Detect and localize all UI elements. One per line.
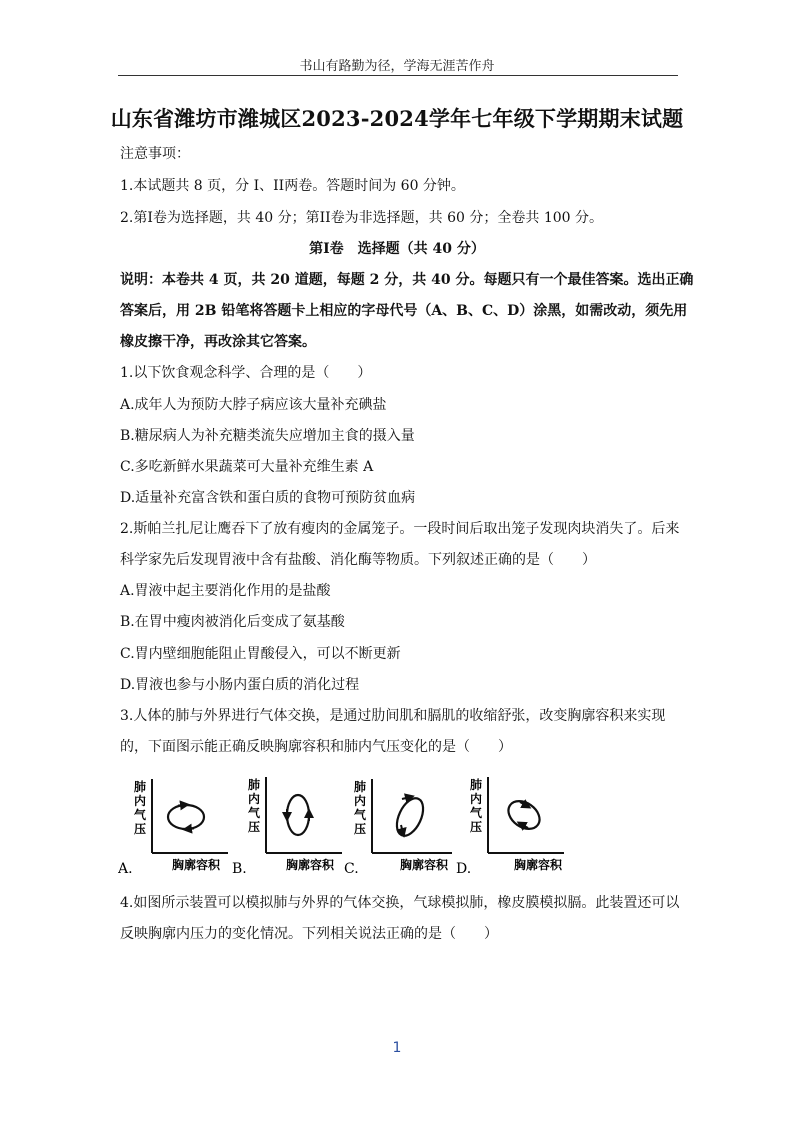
x-axis-label: 胸廓容积: [286, 858, 335, 872]
y-axis-label-char: 肺: [134, 780, 147, 794]
header-divider: [118, 75, 678, 76]
option-b-graph: [232, 777, 342, 877]
notes-heading: 注意事项：: [120, 146, 190, 162]
option-label: D.: [456, 861, 472, 877]
answer-option: B.在胃中瘦肉被消化后变成了氨基酸: [120, 614, 345, 630]
y-axis-label-char: 内: [134, 794, 147, 808]
section-instructions-line: 橡皮擦干净，再改涂其它答案。: [120, 334, 316, 350]
question-stem: 2.斯帕兰扎尼让鹰吞下了放有瘦肉的金属笼子。一段时间后取出笼子发现肉块消失了。后来: [120, 521, 680, 537]
answer-option: A.胃液中起主要消化作用的是盐酸: [120, 583, 331, 599]
question-stem: 反映胸廓内压力的变化情况。下列相关说法正确的是（ ）: [120, 926, 498, 942]
y-axis-label-char: 内: [248, 792, 261, 806]
option-label: A.: [118, 861, 133, 877]
y-axis-label-char: 肺: [248, 778, 261, 792]
section-heading: 第I卷 选择题（共 40 分）: [309, 241, 485, 257]
page-number: 1: [392, 1040, 402, 1056]
exam-title: 山东省潍坊市潍城区2023-2024学年七年级下学期期末试题: [110, 106, 684, 131]
note-item: 2.第I卷为选择题，共 40 分；第II卷为非选择题，共 60 分；全卷共 100 分。: [120, 210, 603, 226]
answer-option: D.适量补充富含铁和蛋白质的食物可预防贫血病: [120, 490, 416, 506]
question-stem: 科学家先后发现胃液中含有盐酸、消化酶等物质。下列叙述正确的是（ ）: [120, 552, 596, 568]
answer-option: A.成年人为预防大脖子病应该大量补充碘盐: [120, 397, 387, 413]
option-c-graph: [344, 779, 452, 877]
section-instructions-line: 答案后，用 2B 铅笔将答题卡上相应的字母代号（A、B、C、D）涂黑，如需改动，须先用: [120, 303, 688, 319]
y-axis-label-char: 肺: [470, 778, 483, 792]
answer-option: B.糖尿病人为补充糖类流失应增加主食的摄入量: [120, 428, 415, 444]
question-stem: 1.以下饮食观念科学、合理的是（ ）: [120, 365, 372, 381]
option-label: C.: [344, 861, 359, 877]
y-axis-label-char: 气: [470, 806, 483, 820]
answer-option: D.胃液也参与小肠内蛋白质的消化过程: [120, 677, 360, 693]
y-axis-label-char: 气: [134, 808, 147, 822]
option-d-graph: [456, 777, 564, 877]
answer-option: C.多吃新鲜水果蔬菜可大量补充维生素 A: [120, 459, 374, 475]
question-stem: 4.如图所示装置可以模拟肺与外界的气体交换，气球模拟肺，橡皮膜模拟膈。此装置还可以: [120, 895, 680, 911]
y-axis-label-char: 肺: [354, 780, 367, 794]
section-instructions-line: 说明：本卷共 4 页，共 20 道题，每题 2 分，共 40 分。每题只有一个最佳答案。选出正确: [120, 272, 694, 288]
pressure-volume-figure: [118, 773, 678, 883]
option-a-graph: [118, 779, 228, 877]
x-axis-label: 胸廓容积: [400, 858, 449, 872]
note-item: 1.本试题共 8 页，分 I、II两卷。答题时间为 60 分钟。: [120, 178, 465, 194]
question-stem: 的，下面图示能正确反映胸廓容积和肺内气压变化的是（ ）: [120, 739, 512, 755]
y-axis-label-char: 内: [470, 792, 483, 806]
option-label: B.: [232, 861, 247, 877]
y-axis-label-char: 气: [354, 808, 367, 822]
y-axis-label-char: 压: [354, 822, 367, 836]
question-stem: 3.人体的肺与外界进行气体交换，是通过肋间肌和膈肌的收缩舒张，改变胸廓容积来实现: [120, 708, 666, 724]
answer-option: C.胃内壁细胞能阻止胃酸侵入，可以不断更新: [120, 646, 401, 662]
y-axis-label-char: 气: [248, 806, 261, 820]
x-axis-label: 胸廓容积: [514, 858, 563, 872]
x-axis-label: 胸廓容积: [172, 858, 221, 872]
y-axis-label-char: 压: [248, 820, 261, 834]
y-axis-label-char: 压: [134, 822, 147, 836]
y-axis-label-char: 压: [470, 820, 483, 834]
header-slogan: 书山有路勤为径，学海无涯苦作舟: [299, 59, 495, 74]
y-axis-label-char: 内: [354, 794, 367, 808]
